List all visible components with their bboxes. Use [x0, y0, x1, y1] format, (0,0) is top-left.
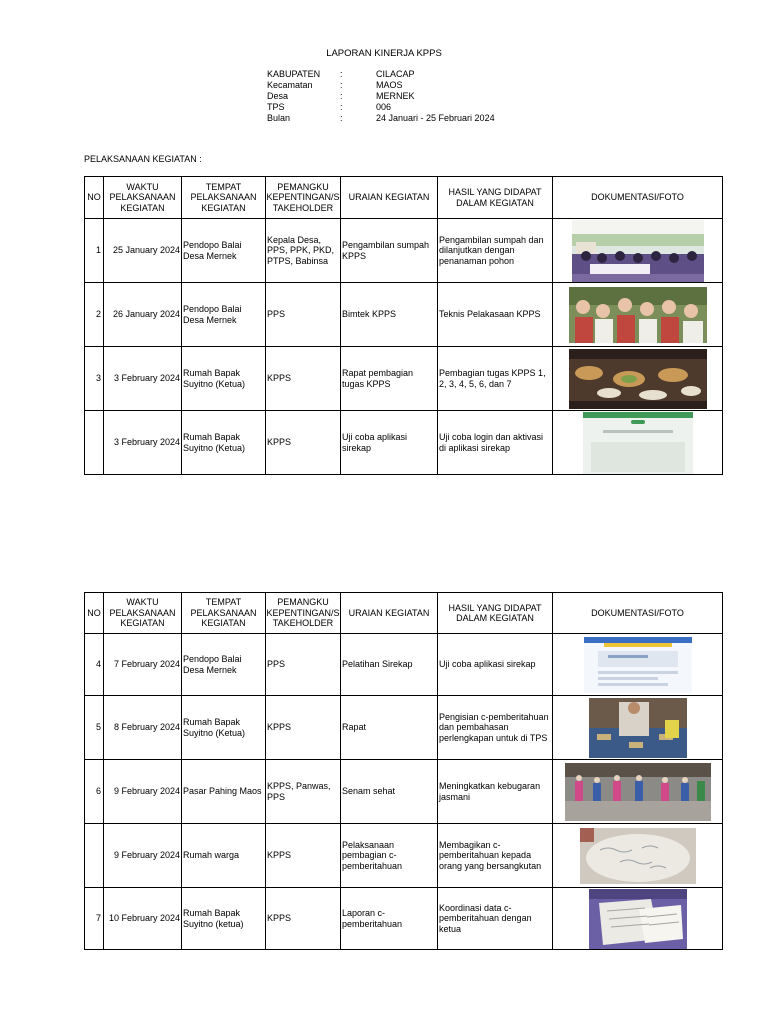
photo-training-group [569, 287, 707, 343]
meta-row-kecamatan [267, 80, 495, 91]
header-documentation: DOKUMENTASI/FOTO [553, 177, 723, 219]
cell-place: Rumah Bapak Suyitno (Ketua) [182, 696, 266, 760]
cell-date: 3 February 2024 [104, 347, 182, 411]
cell-place: Rumah warga [182, 824, 266, 888]
meta-value: 24 Januari - 25 Februari 2024 [376, 113, 495, 123]
cell-result: Meningkatkan kebugaran jasmani [438, 760, 553, 824]
cell-stakeholder: KPPS [266, 696, 341, 760]
cell-date: 25 January 2024 [104, 219, 182, 283]
cell-stakeholder: KPPS, Panwas, PPS [266, 760, 341, 824]
table-header-row [85, 593, 723, 634]
photo-app-screenshot [584, 637, 692, 693]
header-place: TEMPAT PELAKSANAAN KEGIATAN [182, 593, 266, 634]
cell-activity: Rapat pembagian tugas KPPS [341, 347, 438, 411]
cell-documentation [553, 411, 723, 475]
header-documentation: DOKUMENTASI/FOTO [553, 593, 723, 634]
cell-no: 5 [85, 696, 104, 760]
photo-meeting-carpet [589, 698, 687, 758]
meta-label: Bulan [267, 113, 291, 123]
photo-papers-floor [589, 889, 687, 949]
cell-activity: Pelaksanaan pembagian c-pemberitahuan [341, 824, 438, 888]
meta-value: CILACAP [376, 69, 415, 79]
header-result: HASIL YANG DIDAPAT DALAM KEGIATAN [438, 593, 553, 634]
cell-stakeholder: PPS [266, 283, 341, 347]
photo-oath-ceremony [572, 220, 704, 282]
header-date: WAKTU PELAKSANAAN KEGIATAN [104, 593, 182, 634]
meta-separator: : [340, 80, 343, 90]
cell-place: Pendopo Balai Desa Mernek [182, 219, 266, 283]
cell-no [85, 824, 104, 888]
table-row [85, 760, 723, 824]
meta-value: MERNEK [376, 91, 415, 101]
photo-meeting-food [569, 349, 707, 409]
header-stakeholder: PEMANGKU KEPENTINGAN/S TAKEHOLDER [266, 593, 341, 634]
meta-value: MAOS [376, 80, 403, 90]
cell-documentation [553, 219, 723, 283]
cell-date: 26 January 2024 [104, 283, 182, 347]
cell-activity: Bimtek KPPS [341, 283, 438, 347]
activity-table-page-2 [84, 592, 723, 950]
table-row [85, 283, 723, 347]
cell-result: Uji coba aplikasi sirekap [438, 634, 553, 696]
cell-date: 9 February 2024 [104, 760, 182, 824]
meta-row-tps [267, 102, 495, 113]
cell-documentation [553, 696, 723, 760]
photo-document-table [580, 828, 696, 884]
header-activity: URAIAN KEGIATAN [341, 177, 438, 219]
header-result: HASIL YANG DIDAPAT DALAM KEGIATAN [438, 177, 553, 219]
meta-label: TPS [267, 102, 285, 112]
header-activity: URAIAN KEGIATAN [341, 593, 438, 634]
cell-stakeholder: KPPS [266, 888, 341, 950]
table-row [85, 219, 723, 283]
cell-result: Pembagian tugas KPPS 1, 2, 3, 4, 5, 6, dan 7 [438, 347, 553, 411]
meta-separator: : [340, 69, 343, 79]
table-row [85, 824, 723, 888]
cell-stakeholder: PPS [266, 634, 341, 696]
cell-date: 10 February 2024 [104, 888, 182, 950]
cell-stakeholder: KPPS [266, 411, 341, 475]
cell-result: Uji coba login dan aktivasi di aplikasi sirekap [438, 411, 553, 475]
table-row [85, 634, 723, 696]
cell-place: Pendopo Balai Desa Mernek [182, 634, 266, 696]
cell-no [85, 411, 104, 475]
cell-result: Membagikan c-pemberitahuan kepada orang yang bersangkutan [438, 824, 553, 888]
activity-table-page-1 [84, 176, 723, 475]
cell-result: Koordinasi data c-pemberitahuan dengan ketua [438, 888, 553, 950]
cell-date: 8 February 2024 [104, 696, 182, 760]
table-row [85, 411, 723, 475]
header-stakeholder: PEMANGKU KEPENTINGAN/S TAKEHOLDER [266, 177, 341, 219]
meta-separator: : [340, 113, 343, 123]
report-title: LAPORAN KINERJA KPPS [326, 48, 442, 59]
cell-activity: Laporan c-pemberitahuan [341, 888, 438, 950]
report-meta [267, 69, 495, 124]
cell-no: 2 [85, 283, 104, 347]
table-header-row [85, 177, 723, 219]
meta-separator: : [340, 102, 343, 112]
cell-place: Pendopo Balai Desa Mernek [182, 283, 266, 347]
cell-no: 6 [85, 760, 104, 824]
cell-documentation [553, 347, 723, 411]
cell-documentation [553, 888, 723, 950]
cell-no: 3 [85, 347, 104, 411]
header-no: NO [85, 593, 104, 634]
meta-label: KABUPATEN [267, 69, 321, 79]
table-row [85, 347, 723, 411]
photo-app-screen [583, 412, 693, 474]
meta-separator: : [340, 91, 343, 101]
cell-activity: Pengambilan sumpah KPPS [341, 219, 438, 283]
cell-no: 4 [85, 634, 104, 696]
header-date: WAKTU PELAKSANAAN KEGIATAN [104, 177, 182, 219]
cell-documentation [553, 283, 723, 347]
meta-row-desa [267, 91, 495, 102]
cell-place: Rumah Bapak Suyitno (Ketua) [182, 347, 266, 411]
cell-no: 1 [85, 219, 104, 283]
header-no: NO [85, 177, 104, 219]
cell-activity: Senam sehat [341, 760, 438, 824]
cell-date: 3 February 2024 [104, 411, 182, 475]
photo-exercise [565, 763, 711, 821]
meta-value: 006 [376, 102, 392, 112]
cell-activity: Rapat [341, 696, 438, 760]
cell-stakeholder: KPPS [266, 347, 341, 411]
cell-documentation [553, 824, 723, 888]
table-row [85, 696, 723, 760]
cell-activity: Uji coba aplikasi sirekap [341, 411, 438, 475]
cell-no: 7 [85, 888, 104, 950]
cell-stakeholder: KPPS [266, 824, 341, 888]
cell-date: 7 February 2024 [104, 634, 182, 696]
cell-activity: Pelatihan Sirekap [341, 634, 438, 696]
section-title: PELAKSANAAN KEGIATAN : [84, 154, 202, 164]
cell-place: Rumah Bapak Suyitno (Ketua) [182, 411, 266, 475]
cell-place: Pasar Pahing Maos [182, 760, 266, 824]
cell-result: Pengambilan sumpah dan dilanjutkan dengan penanaman pohon [438, 219, 553, 283]
meta-row-bulan [267, 113, 495, 124]
cell-date: 9 February 2024 [104, 824, 182, 888]
header-place: TEMPAT PELAKSANAAN KEGIATAN [182, 177, 266, 219]
meta-label: Kecamatan [267, 80, 313, 90]
cell-documentation [553, 760, 723, 824]
cell-place: Rumah Bapak Suyitno (ketua) [182, 888, 266, 950]
cell-result: Pengisian c-pemberitahuan dan pembahasan perlengkapan untuk di TPS [438, 696, 553, 760]
cell-result: Teknis Pelakasaan KPPS [438, 283, 553, 347]
cell-stakeholder: Kepala Desa, PPS, PPK, PKD, PTPS, Babinsa [266, 219, 341, 283]
table-row [85, 888, 723, 950]
meta-label: Desa [267, 91, 289, 101]
meta-row-kabupaten [267, 69, 495, 80]
cell-documentation [553, 634, 723, 696]
